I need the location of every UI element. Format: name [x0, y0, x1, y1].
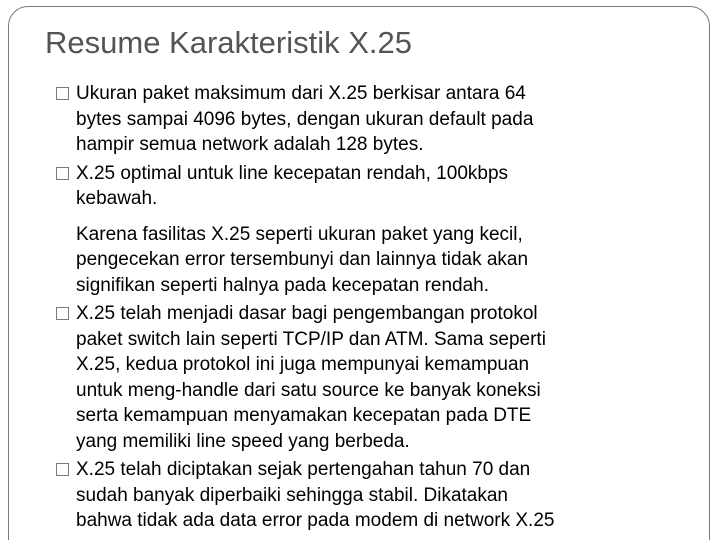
text-line: Ukuran paket maksimum dari X.25 berkisar antara 64: [76, 83, 526, 104]
checkbox-bullet-icon: [56, 87, 69, 100]
text-line: bahwa tidak ada data error pada modem di network X.25: [76, 510, 555, 531]
text-line: pengecekan error tersembunyi dan lainnya tidak akan: [76, 249, 529, 270]
text-line: sudah banyak diperbaiki sehingga stabil. Dikatakan: [76, 484, 508, 506]
bullet-item: [60, 301, 660, 454]
text-line: X.25 telah menjadi dasar bagi pengembangan protokol: [76, 303, 538, 324]
checkbox-bullet-icon: [56, 167, 69, 180]
bullet-item: [60, 161, 660, 212]
text-line: Karena fasilitas X.25 seperti ukuran paket yang kecil,: [76, 223, 523, 245]
slide-body: [60, 81, 660, 534]
text-line: signifikan seperti halnya pada kecepatan rendah.: [76, 274, 490, 296]
text-line: yang memiliki line speed yang berbeda.: [76, 430, 410, 452]
continuation-paragraph: [60, 222, 660, 299]
bullet-item: [60, 81, 660, 158]
text-line: kebawah.: [76, 188, 158, 209]
text-line: paket switch lain seperti TCP/IP dan ATM. Sama seperti: [76, 328, 546, 350]
text-line: X.25, kedua protokol ini juga mempunyai kemampuan: [76, 354, 530, 375]
bullet-item: [60, 457, 660, 534]
slide-title: Resume Karakteristik X.25: [45, 25, 412, 60]
text-line: serta kemampuan menyamakan kecepatan pada DTE: [76, 405, 532, 426]
text-line: untuk meng-handle dari satu source ke banyak koneksi: [76, 379, 541, 401]
text-line: X.25 telah diciptakan sejak pertengahan tahun 70 dan: [76, 459, 531, 480]
text-line: X.25 optimal untuk line kecepatan rendah, 100kbps: [76, 162, 509, 184]
text-line: bytes sampai 4096 bytes, dengan ukuran default pada: [76, 108, 534, 130]
text-line: hampir semua network adalah 128 bytes.: [76, 134, 424, 155]
checkbox-bullet-icon: [56, 463, 69, 476]
checkbox-bullet-icon: [56, 307, 69, 320]
